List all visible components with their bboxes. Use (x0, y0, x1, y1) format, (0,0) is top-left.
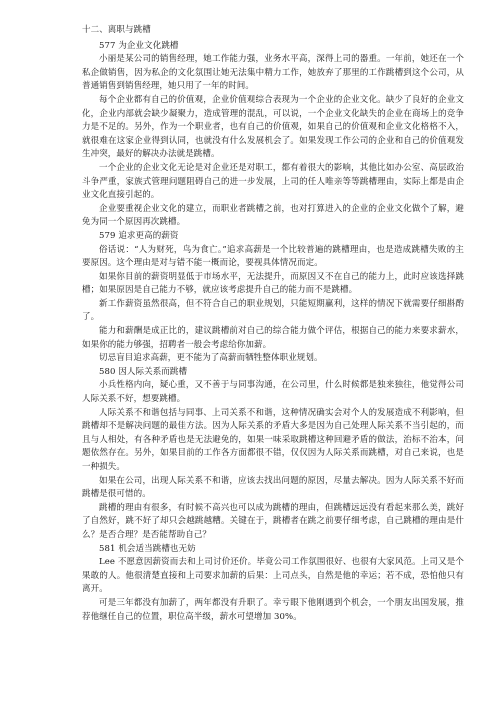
section-579 (82, 230, 464, 366)
section-577 (82, 40, 464, 230)
paragraph: 如果你目前的薪资明显低于市场水平，无法提升，而原因又不在自己的能力上，此时应该选择跳槽；如果原因是自己能力不够，就应该考虑提升自己的能力而不是跳槽。 (82, 271, 464, 296)
paragraph: 俗话说：“人为财死，鸟为食亡。”追求高薪是一个比较普遍的跳槽理由，也是造成跳槽失败的主要原因。这个理由是对与错不能一概而论，要视具体情况而定。 (82, 244, 464, 269)
section-title: 580 因人际关系而跳槽 (99, 366, 188, 377)
paragraph: 可是三年都没有加薪了，两年都没有升职了。幸亏眼下他刚遇到个机会，一个朋友出国发展，推荐他继任自己的位置，职位高半级，薪水可望增加 30%。 (82, 597, 464, 622)
paragraph: 人际关系不和谐包括与同事、上司关系不和谐，这种情况确实会对个人的发展造成不利影响，但跳槽却不是解决问题的最佳方法。因为人际关系的矛盾大多是因为自己处理人际关系不当引起的，而且与人相处，有各种矛盾也是无法避免的，如果一味采取跳槽这种回避矛盾的做法，治标不治本，问题依然存在。另外，如果目前的工作各方面都很不错，仅仅因为人际关系而跳槽，对自己来说，也是一种损失。 (82, 407, 464, 472)
paragraph: 小兵性格内向，疑心重，又不善于与同事沟通，在公司里，什么时候都是独来独往，他觉得公司人际关系不好，想要跳槽。 (82, 380, 464, 405)
section-581 (82, 543, 464, 625)
paragraph: Lee 不愿意因薪资而去和上司讨价还价。毕竟公司工作氛围很好、也很有大家风范。上司又是个果敢的人。他很清楚直接和上司要求加薪的后果：上司点头，自然是他的幸运；若不成，恐怕他只有离开。 (82, 557, 464, 595)
section-title: 577 为企业文化跳槽 (99, 40, 179, 51)
paragraph: 新工作薪资虽然很高，但不符合自己的职业规划，只能短期赢利，这样的情况下就需要仔细斟酌了。 (82, 298, 464, 323)
paragraph: 每个企业都有自己的价值观，企业价值观综合表现为一个企业的企业文化。缺少了良好的企业文化，企业内部就会缺少凝聚力，造成管理的混乱，可以说，一个企业文化缺失的企业在商场上的竞争力是不足的。另外，作为一个职业者，也有自己的价值观，如果自己的价值观和企业文化格格不入，就很难在这家企业得到认同，也就没有什么发展机会了。如果发现工作公司的企业和自己的价值观发生冲突，最好的解决办法就是跳槽。 (82, 94, 464, 160)
paragraph: 企业要重视企业文化的建立，而职业者跳槽之前，也对打算进入的企业的企业文化做个了解，避免为同一个原因再次跳槽。 (82, 203, 464, 228)
paragraph: 如果在公司，出现人际关系不和谐，应该去找出问题的原因，尽量去解决。因为人际关系不好而跳槽是很可惜的。 (82, 475, 464, 500)
chapter-title: 十二、离职与跳槽 (82, 25, 151, 35)
section-580 (82, 366, 464, 543)
paragraph: 小丽是某公司的销售经理，她工作能力强，业务水平高，深得上司的器重。一年前，她还在一个私企做销售，因为私企的文化氛围让她无法集中精力工作，她放弃了那里的工作跳槽到这个公司，从普通销售到销售经理，她只用了一年的时间。 (82, 54, 464, 92)
paragraph: 能力和薪酬是成正比的，建议跳槽前对自己的综合能力做个评估，根据自己的能力来要求薪水，如果你的能力够强，招聘者一般会考虑给你加薪。 (82, 326, 464, 350)
paragraph: 一个企业的企业文化无论是对企业还是对职工，都有着很大的影响，其他比如办公室、高层政治斗争严重，家族式管理问题阻碍自己的进一步发展，上司的任人唯亲等等跳槽理由，实际上都是由企业文化直接引起的。 (82, 162, 464, 201)
section-title: 579 追求更高的薪资 (99, 230, 179, 241)
section-title: 581 机会适当跳槽也无妨 (99, 543, 196, 554)
paragraph: 切忌盲目追求高薪，更不能为了高薪而牺牲整体职业规划。 (99, 353, 323, 364)
paragraph: 跳槽的理由有很多，有时候不高兴也可以成为跳槽的理由，但跳槽远远没有看起来那么美，跳好了自然好，跳不好了却只会越跳越糟。关键在于，跳槽者在跳之前要仔细考虑，自己跳槽的理由是什么？是否合理？是否能帮助自己？ (82, 502, 464, 540)
